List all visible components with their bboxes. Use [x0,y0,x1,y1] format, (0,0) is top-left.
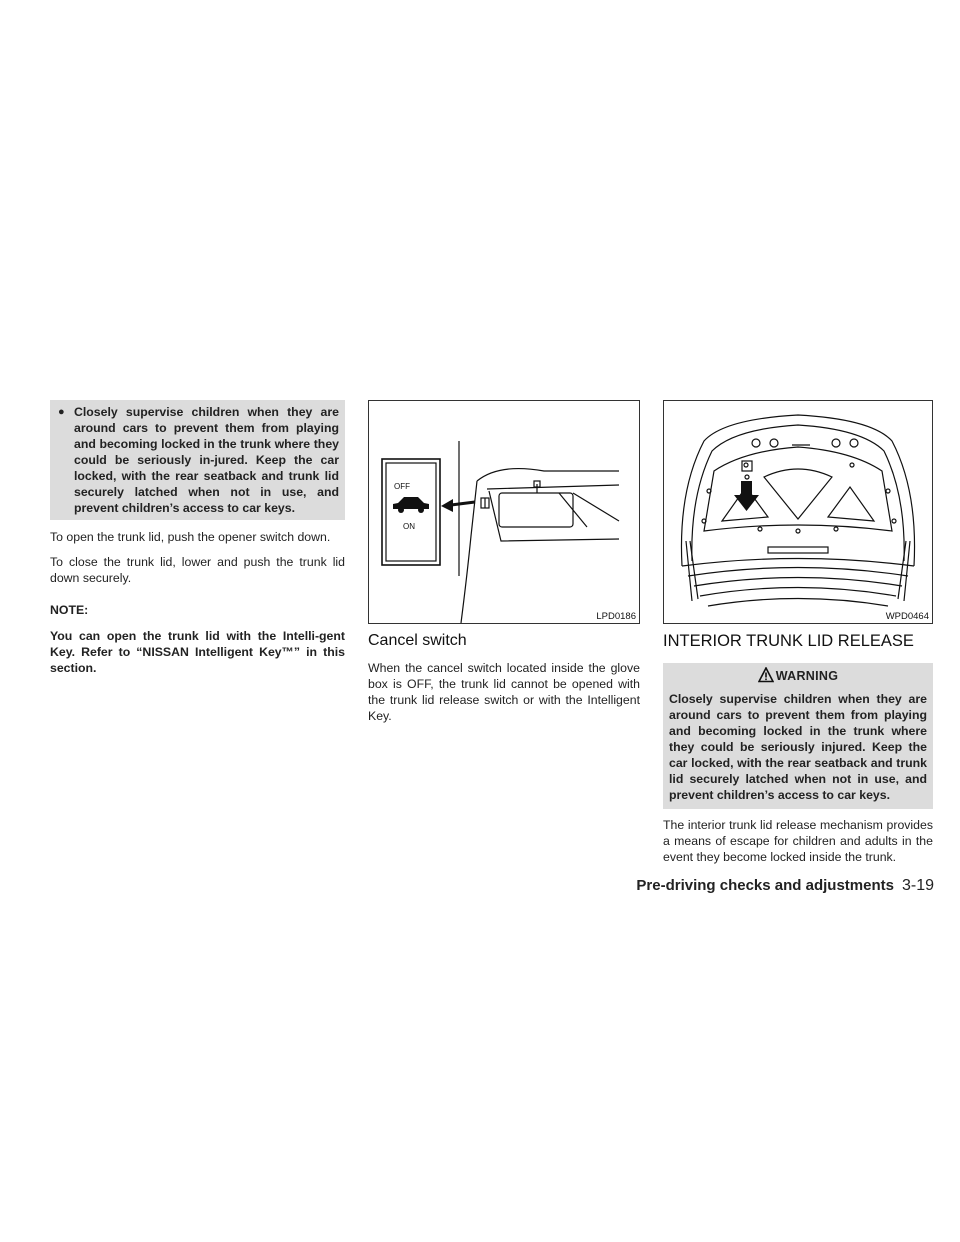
cancel-switch-figure [368,400,640,624]
close-trunk-paragraph: To close the trunk lid, lower and push the trunk lid down securely. [50,555,345,585]
cancel-switch-body: When the cancel switch located inside the glove box is OFF, the trunk lid cannot be opened with the trunk lid release switch or with the Intelligent Key. [368,661,640,723]
left-column [50,400,345,676]
cancel-switch-heading: Cancel switch [368,632,467,649]
footer-section-title: Pre-driving checks and adjustments [636,877,894,894]
warning-title: WARNING [775,669,839,683]
note-heading: NOTE: [50,603,89,617]
middle-column [368,400,640,724]
trunk-lid-illustration [664,401,932,623]
switch-on-label: ON [403,522,415,531]
warning-triangle-icon [758,667,774,683]
note-body: You can open the trunk lid with the Intelli-gent Key. Refer to “NISSAN Intelligent Key™” in this section. [50,629,345,675]
switch-off-label: OFF [394,482,410,491]
page-footer [636,877,934,895]
warning-title-row [669,667,927,684]
child-safety-bullet-text: Closely supervise children when they are around cars to prevent them from playing and becoming locked in the trunk where they could be seriously in-jured. Keep the car locked, with the rear seatback and trunk lid securely latched when not in use, and prevent children’s access to car keys. [74,405,339,515]
trunk-lid-figure [663,400,933,624]
glove-box-illustration [369,401,639,623]
open-trunk-paragraph: To open the trunk lid, push the opener switch down. [50,530,331,544]
warning-text: Closely supervise children when they are around cars to prevent them from playing and becoming locked in the trunk where they could be seriously injured. Keep the car locked, with the rear seatback and trunk lid securely latched when not in use, and prevent children’s access to car keys. [669,692,927,802]
warning-box [663,663,933,809]
page-number: 3-19 [901,877,934,894]
right-column [663,400,933,865]
figure-code: WPD0464 [885,611,929,622]
interior-release-body: The interior trunk lid release mechanism provides a means of escape for children and adults in the event they become locked inside the trunk. [663,818,933,864]
figure-code: LPD0186 [596,611,636,622]
child-safety-bullet-box [50,400,345,520]
bullet-icon: ● [58,406,65,418]
interior-release-heading: INTERIOR TRUNK LID RELEASE [663,632,914,650]
